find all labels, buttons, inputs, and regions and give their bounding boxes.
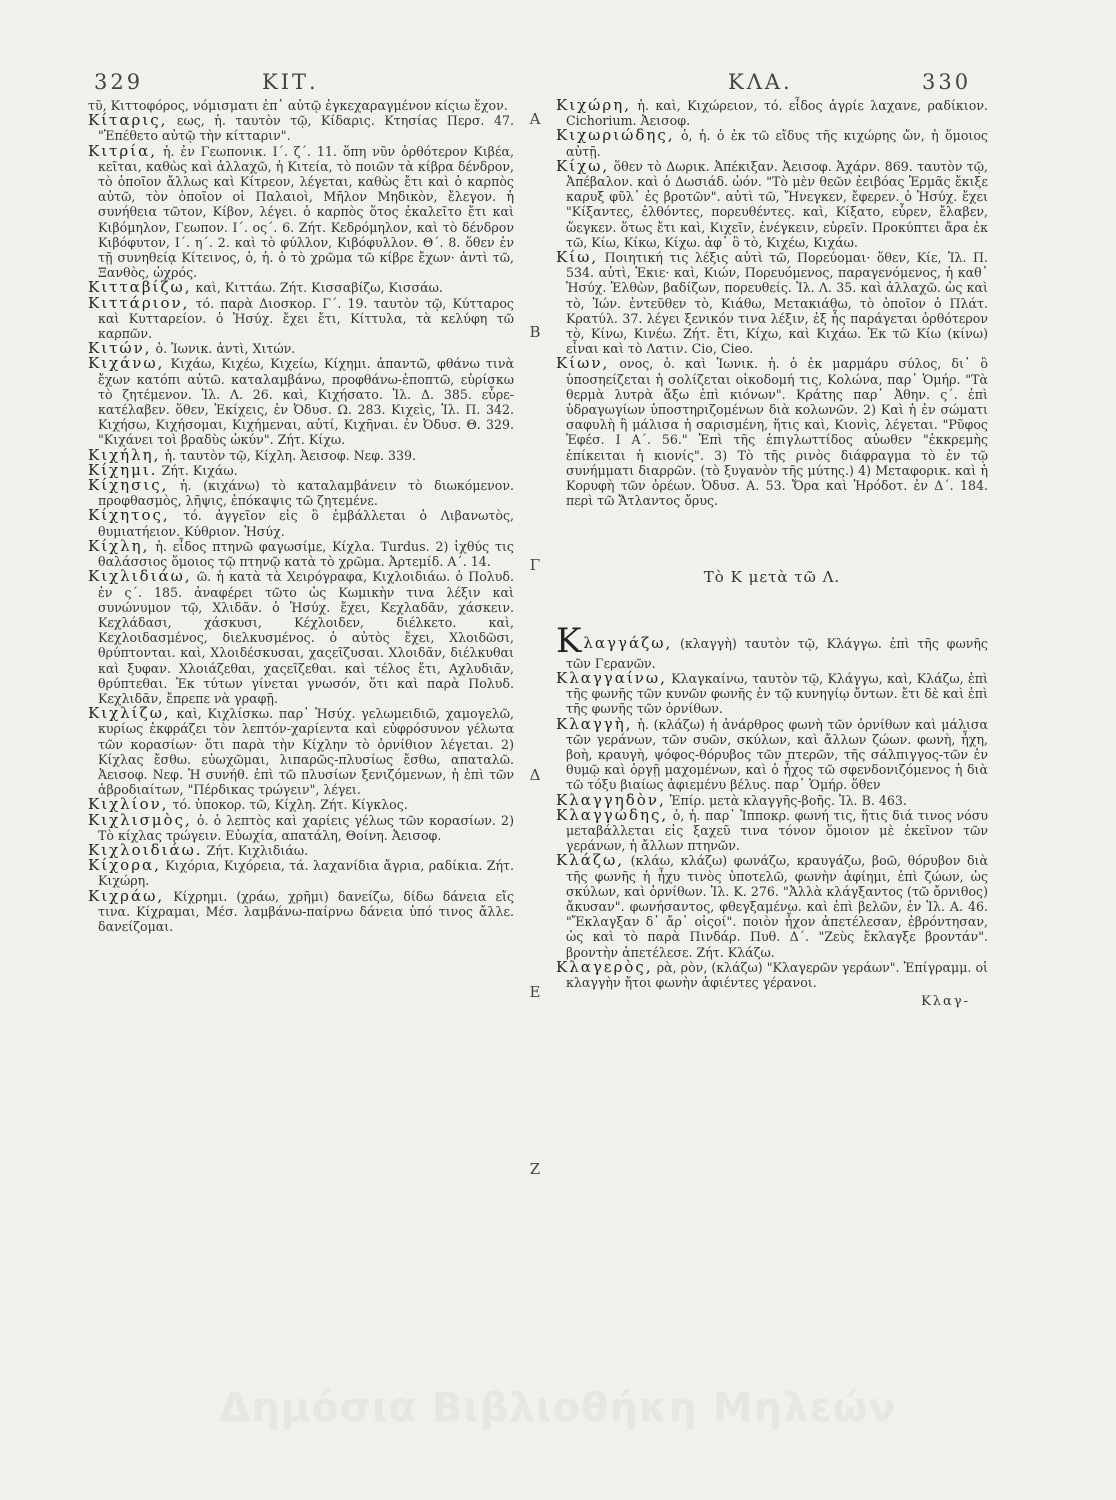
entry-text: Ζήτ. Κιχλιδιάω. — [206, 842, 309, 858]
entry-text: ἡ. (κλάζω) ἡ ἀνάρθρος φωνὴ τῶν ὀρνίθων καὶ μάλισα τῶν γεράνων, τῶν συῶν, σκύλων, καὶ ἄλλων ζώων. φωνὴ, ἦχη, βοὴ, κραυγὴ, ψόφος-θόρυβος τῶν πτερῶν, τῆς σάλπιγγος-τῶν ἐν θυμῷ καὶ ὀργῇ μαχομένων, καὶ ὁ ἦχος τῶ σφενδονιζόμενος ἡ διὰ τῶ τόξυ βιαίως ἀφιεμένυ βέλυς. παρ᾽ Ὁμήρ. ὅθεν — [566, 716, 988, 793]
library-watermark: Δημόσια Βιβλιοθήκη Μηλεών — [219, 1385, 897, 1431]
dictionary-entry — [556, 156, 988, 250]
entry-headword: Κίχημι. — [88, 460, 158, 479]
entry-headword: Κιχήλη, — [88, 445, 161, 464]
entry-text: ἡ. ταυτὸν τῷ, Κίχλη. Ἀεισοφ. Νεφ. 339. — [164, 447, 417, 463]
dictionary-entry — [556, 853, 988, 959]
entry-text: τῦ, Κιττοφόρος, νόμισματι ἐπ᾽ αὐτῷ ἐγκεχαραγμένον κίςιω ἔχον. — [88, 98, 508, 113]
entry-text: καὶ, Κιττάω. Ζήτ. Κισσαβίζω, Κισσάω. — [195, 280, 443, 296]
entry-headword: Κιχλιδιάω, — [88, 567, 192, 586]
entry-text: (κλαγγὴ) ταυτὸν τῷ, Κλάγγω. ἐπὶ τῆς φωνῆς τῶν Γερανῶν. — [566, 635, 988, 671]
entry-text: Ποιητική τις λέξις αὐτὶ τῶ, Πορεύομαι· ὅθεν, Κίε, Ἰλ. Π. 534. αὐτὶ, Ἐκιε· καὶ, Κιών, Πορευόμενος, παραγενόμενος, ἡ καθ᾽ Ἡσύχ. Ἐλθὼν, βαδίζων, πορευθείς. Ἰλ. Λ. 35. καὶ ἀλλαχῶ. ὡς καὶ τὸ, Ἰών. ἐντεῦθεν τὸ, Κιάθω, Μετακιάθω, τὸ ὁποῖον ὁ Πλάτ. Κρατύλ. 37. λέγει ξενικόν τινα λέξιν, ἐξ ἧς παράγεται ὀρθότερον τὸ, Κίνω, Κινέω. Ζήτ. ἔτι, Κίχω, καὶ Κιχάω. Ἐκ τῶ Κίω (κίνω) εἶναι καὶ τὸ Λατιν. Cio, Cieo. — [566, 250, 988, 357]
entry-text: ὁ, ἡ. ὁ ἐκ τῶ εἴδυς τῆς κιχώρης ὤν, ἡ ὅμοιος αὐτῇ. — [566, 128, 988, 159]
dictionary-entry — [88, 569, 514, 706]
entry-headword: Κλαγγαίνω, — [556, 668, 667, 687]
entry-text: Κιχόρια, Κιχόρεια, τά. λαχανίδια ἄγρια, ραδίκια. Ζήτ. Κιχώρη. — [98, 858, 514, 889]
entry-headword: Κίχω, — [556, 156, 610, 175]
dictionary-entry — [88, 508, 514, 538]
section-title: Τὸ Κ μετὰ τῶ Λ. — [703, 568, 841, 587]
entry-headword: Κιτών, — [88, 339, 152, 358]
left-running-head: ΚΙΤ. — [262, 70, 319, 94]
entry-text: τό. ὑποκορ. τῶ, Κίχλη. Ζήτ. Κίγκλος. — [172, 797, 408, 813]
dictionary-entry — [556, 620, 988, 671]
entry-text: Ζήτ. Κιχάω. — [161, 462, 238, 478]
entry-text: ὁ, ἡ. παρ᾽ Ἱπποκρ. φωνή τις, ἥτις διά τινος νόσυ μεταβάλλεται εἰς ξαχεῦ τινα τόνον ὅμοιον μὲ ἐκεῖνον τῶν γεράνων, ἡ ἄλλων πτηνῶν. — [566, 807, 988, 854]
entry-headword: Κιτταβίζω, — [88, 278, 192, 297]
section-marker-column — [523, 98, 547, 1198]
entry-headword: Κίχορα, — [88, 856, 161, 875]
entry-headword: Κλαγγὴ, — [556, 714, 633, 733]
entry-headword: Κιχλισμὸς, — [88, 810, 192, 829]
entry-text: ρὰ, ρὸν, (κλάζω) "Κλαγερῶν γεράων". Ἐπίγραμμ. οἱ κλαγγὴν ἤτοι φωνὴν ἀφιέντες γέρανοι. — [566, 959, 988, 990]
entry-headword: Κιτρία, — [88, 141, 157, 160]
entry-headword: Κιχάνω, — [88, 354, 165, 373]
entry-headword: Κλαγερὸς, — [556, 957, 653, 976]
entry-headword: Κιχωριώδης, — [556, 126, 675, 145]
right-column — [556, 98, 988, 1009]
entry-text: Κίχρημι. (χράω, χρῆμι) δανείζω, δίδω δάνεια εἴς τινα. Κίχραμαι, Μέσ. λαμβάνω-παίρνω δάνεια ὑπό τινος ἄλλε. δανείζομαι. — [98, 888, 514, 934]
dictionary-entry — [556, 250, 988, 356]
entry-headword: Κιχλοιδιάω. — [88, 840, 203, 859]
right-page-number: 330 — [922, 70, 972, 94]
entry-text: τό. παρὰ Διοσκορ. Γ΄. 19. ταυτὸν τῷ, Κύτταρος καὶ Κυτταρείον. ὁ Ἡσύχ. ἔχει ἔτι, Κίττυλα, τὰ κελύφη τῶ καρπῶν. — [98, 295, 514, 342]
entry-headword: Κλαγγηδὸν, — [556, 790, 666, 809]
section-marker: E — [529, 983, 541, 1001]
dictionary-entry — [88, 706, 514, 797]
entry-headword: Κίταρις, — [88, 111, 168, 130]
dictionary-entry — [88, 810, 514, 843]
entry-text: καὶ, Κιχλίσκω. παρ᾽ Ἡσύχ. γελωμειδιῶ, χαμογελῶ, κυρίως ἐκφράζει τὸν λεπτόν-χαρίεντα καὶ εὐφρόσυνον γέλωτα τῶν κορασίων· ὅτι παρὰ τὴν Κίχλην τὸ ὀρνίθιον λέγεται. 2) Κίχλας ἔσθω. εὐωχῶμαι, λιπαρῶς-πλυσίως ἔσθω, απαταλῶ. Ἀεισοφ. Νεφ. Ἡ συνήθ. ἐπὶ τῶ πλυσίων ξενιζόμενων, ἡ ἐπὶ τῶν ἁβροδιαίτων, "Πέρδικας τρώγειν", λέγει. — [98, 706, 514, 798]
dictionary-entry — [88, 886, 514, 935]
entry-headword: Κιχώρη, — [556, 96, 631, 114]
entry-headword: Κίχλη, — [88, 536, 150, 555]
dictionary-entry — [88, 293, 514, 342]
section-marker: Γ — [529, 556, 541, 574]
dictionary-entry — [556, 356, 988, 508]
dictionary-entry — [88, 536, 514, 570]
entry-text: ἡ. καὶ, Κιχώρειον, τό. εἶδος ἀγρίε λαχανε, ραδίκιον. Cichorium. Ἀεισοφ. — [566, 98, 988, 129]
entry-headword: Κιττάριον, — [88, 293, 190, 312]
dictionary-entry — [556, 957, 988, 990]
entry-headword: Κλαγγώδης, — [556, 805, 669, 824]
dictionary-entry — [556, 98, 988, 128]
dictionary-entry — [88, 356, 514, 447]
left-page-number: 329 — [94, 70, 144, 94]
dictionary-entry — [556, 805, 988, 854]
entry-text: ὅθεν τὸ Δωρικ. Ἀπέκιξαν. Ἀεισοφ. Ἀχάρν. 869. ταυτὸν τῷ, Ἀπέβαλον. καὶ ὁ Δωσιάδ. ὠόν. "Τὸ μὲν θεῶν ἐειβόας Ἑρμᾶς ἔκιξε καρυξ φῦλ᾽ ἐς βροτῶν". αὐτὶ τῶ, Ἤνεγκεν, ἔφερεν. ὁ Ἡσύχ. ἔχει "Κίξαντες, ἐλθόντες, πορευθέντες. καὶ, Κίξατο, εὗρεν, ἔλαβεν, ὥεγκεν. ὅτως ἔτι καὶ, Κιχεῖν, ἐνέγκειν, εὑρεῖν. Προκύπτει ἄρα ἐκ τῶ, Κίω, Κίκω, Κίχω. ἀφ᾽ ὃ τὸ, Κιχέω, Κιχάω. — [566, 158, 988, 250]
entry-headword: Κίων, — [556, 354, 610, 373]
section-marker: Δ — [529, 766, 541, 784]
right-running-head: ΚΛΑ. — [728, 70, 793, 94]
entry-headword: Κιχλίον, — [88, 795, 169, 814]
dictionary-entry — [556, 714, 988, 793]
entry-text: ἡ. εἶδος πτηνῶ φαγωσίμε, Κίχλα. Turdus. 2) ἰχθύς τις θαλάσσιος ὅμοιος τῷ πτηνῷ κατὰ τὸ χρῶμα. Ἀρτεμίδ. Α΄. 14. — [98, 538, 514, 570]
entry-text: ἡ. ἐν Γεωπονικ. Ι΄. ζ΄. 11. ὅπη νῦν ὀρθότερον Κιβέα, κεῖται, καθὼς καὶ ἀλλαχῶ, ἡ Κιτεία, τὸ ποιῶν τὰ κίβρα δένδρον, τὸ ὁποῖον ἄλλως καὶ Κίτρεον, λέγεται, καθὼς ἔτι καὶ ὁ καρπὸς αὐτῶ, τὸν ὁποῖον οἱ Παλαιοὶ, Μῆλον Μηδικὸν, ἔλεγον. ἡ συνήθεια τῶτον, Κίβον, λέγει. ὁ καρπὸς ὅτος ἐκαλεῖτο ἔτι καὶ Κιβόμηλον, Γεωπον. Ι΄. ος΄. 6. Ζήτ. Κεδρόμηλον, καὶ τὸ δένδρον Κιβόφυτον, Ι΄. η΄. 2. καὶ τὸ φύλλον, Κιβόφυλλον. Θ΄. 8. ὅθεν ἐν τῇ συνηθείᾳ Κίτεινος, ὁ, ἡ. ὁ τὸ χρῶμα τῶ κίβρε ἔχων· ἀντὶ τῶ, Ξανθὸς, ὠχρός. — [98, 143, 514, 281]
entry-text: Κιχάω, Κιχέω, Κιχείω, Κίχημι. ἀπαντῶ, φθάνω τινὰ ἔχων κατόπι αὐτῶ. καταλαμβάνω, προφθάνω-ἐποπτῶ, εὑρίσκω τὸ ζητέμενον. Ἰλ. Λ. 26. καὶ, Κιχήσατο. Ἰλ. Δ. 385. εὗρε-κατέλαβεν. ὅθεν, Ἐκίχεις, ἐν Ὀδυσ. Ω. 283. Κιχεὶς, Ἰλ. Π. 342. Κιχήσω, Κιχήσομαι, Κιχήμεναι, αὐτί, Κιχῆναι. ἐν Ὀδυσ. Θ. 329. "Κιχάνει τοὶ βραδὺς ὠκύν". Ζήτ. Κίχω. — [98, 356, 514, 448]
entry-text: ῶ. ἡ κατὰ τὰ Χειρόγραφα, Κιχλοιδιάω. ὁ Πολυδ. ἐν ς΄. 185. ἀναφέρει τῶτο ὡς Κωμικὴν τινα λέξιν καὶ συνώνυμον τῷ, Χλιδᾶν. ὁ Ἡσύχ. ἔχει, Κεχλαδᾶν, χάσκειν. Κεχλάδασι, χάσκυσι, Κέχλοιδεν, διέλκετο. καὶ, Κεχλοιδασμένος, διελκυσμένος. ὁ αὐτὸς ἔχει, Χλοιδῶσι, θρύπτονται. καὶ, Χλοιδέσκυσαι, χαςεῖζυσαι. Χλοιδᾶν, διέλκυθαι καὶ ξυφαν. Χλοιάζεθαι, χαςεῖζεθαι. καὶ τέλος ἔτι, Αχλυδιᾶν, θρύπτεθαι. Ἐκ τύτων γίνεται γνωσόν, ὅτι καὶ παρὰ Πολυδ. Κεχλιδᾶν, ἔπρεπε νὰ γραφῇ. — [98, 569, 514, 706]
dictionary-entry — [88, 141, 514, 281]
entry-headword: Κιχλίζω, — [88, 704, 171, 723]
entry-text: εως, ἡ. ταυτὸν τῷ, Κίδαρις. Κτησίας Περσ. 47. "Ἐπέθετο αὐτῷ τὴν κίτταριν". — [98, 113, 514, 144]
entry-text: (κλάω, κλάζω) φωνάζω, κραυγάζω, βοῶ, θόρυβον διὰ τῆς φωνῆς ἡ ἦχυ τινὸς ὑποτελῶ, φωνὴν ἀφίημι, ἐπὶ ζώων, ὡς σκύλων, καὶ ὀρνίθων. Ἰλ. Κ. 276. "Ἀλλὰ κλάγξαντος (τῶ ὄρνιθος) ἄκυσαν". φωνήσαντος, φθεγξαμένω. καὶ ἐπὶ βελῶν, ἐν Ἰλ. Α. 46. "Ἔκλαγξαν δ᾽ ἄρ᾽ οἰςοί". ποιὸν ἦχον ἀπετέλεσαν, ἐβρόντησαν, ὡς καὶ τὸ παρὰ Πινδάρ. Πυθ. Δ΄. "Ζεὺς ἔκλαγξε βροντάν". βροντὴν ἀπετέλεσε. Ζήτ. Κλάζω. — [566, 853, 988, 960]
left-column — [88, 98, 514, 934]
dictionary-entry — [88, 113, 514, 143]
dictionary-entry — [88, 858, 514, 888]
entry-text: Κλαγκαίνω, ταυτὸν τῷ, Κλάγγω, καὶ, Κλάζω, ἐπὶ τῆς φωνῆς τῶν κυνῶν φωνῆς ἐν τῷ κυνηγίῳ ὄντων. ἔτι δὲ καὶ ἐπὶ τῆς φωνῆς τῶν ὀρνίθων. — [566, 670, 988, 717]
catchword: Κλαγ- — [921, 994, 970, 1010]
dictionary-entry — [556, 128, 988, 158]
entry-text: ονος, ὁ. καὶ Ἰωνικ. ἡ. ὁ ἐκ μαρμάρυ σύλος, δι᾽ ὃ ὑποσηείζεται ἡ σολίζεται οἰκοδομή τις, Κολώνα, παρ᾽ Ὁμήρ. "Τὰ θερμὰ λυτρὰ ἄξω ἐπὶ κιόνων". Κράτης παρ᾽ Ἀθην. ς΄. ἐπὶ ὑδραγωγίων ὑποστηριζομένων διὰ κολωνῶν. 2) Καὶ ἡ ἐν σώματι σαφυλὴ ἢ μάλισα ἡ σαρισμένη, ἥτις καὶ, Κιονὶς, λέγεται. "Ρῦφος Ἐφέσ. Ι Α΄. 56." Ἐπὶ τῆς ἐπιγλωττίδος αὐωθεν "ἐκκρεμὴς ἐπίκειται ἡ κιονίς". 3) Τὸ τῆς ρινὸς διάφραγμα τὸ ἐν τῷ συνήμματι διαρρῶν. (τὸ ξυγανὸν τῆς μύτης.) 4) Μεταφορικ. καὶ ἡ Κορυφὴ τῶν ὀρέων. Ὀδυσ. Α. 53. Ὄρα καὶ Ἡρόδοτ. ἐν Δ΄. 184. περὶ τῶ Ἄτλαντος ὄρυς. — [566, 356, 988, 509]
entry-text: ὁ. ὁ λεπτὸς καὶ χαρίεις γέλως τῶν κορασίων. 2) Τὸ κίχλας τρώγειν. Εὐωχία, απατάλη, Θοίνη. Ἀεισοφ. — [98, 812, 514, 843]
entry-headword: Κίω, — [556, 248, 599, 267]
section-marker: A — [529, 110, 541, 128]
dictionary-entry — [88, 478, 514, 508]
dictionary-entry — [556, 668, 988, 717]
entry-text: τό. ἀγγεῖον εἰς ὃ ἐμβάλλεται ὁ Λιβανωτὸς, θυμιατήειον. Κύθριον. Ἡσύχ. — [98, 508, 514, 539]
entry-text: ὁ. Ἰωνικ. ἀντὶ, Χιτών. — [155, 341, 296, 357]
drop-cap: Κ — [556, 620, 584, 661]
entry-headword: Κιχράω, — [88, 886, 165, 905]
section-marker: B — [529, 323, 541, 341]
entry-headword — [556, 620, 673, 661]
entry-headword-rest: λαγγάζω, — [583, 633, 673, 652]
entry-text: Ἐπίρ. μετὰ κλαγγῆς-βοῆς. Ἰλ. Β. 463. — [669, 792, 907, 808]
entry-headword: Κίχητος, — [88, 506, 170, 525]
entry-headword: Κλάζω, — [556, 851, 624, 870]
entry-text: ἡ. (κιχάνω) τὸ καταλαμβάνειν τὸ διωκόμενον. προφθασμὸς, λῆψις, ἐπόκαψις τῶ ζητεμένε. — [98, 478, 514, 509]
section-marker: Z — [529, 1160, 541, 1178]
entry-headword: Κίχησις, — [88, 476, 169, 495]
